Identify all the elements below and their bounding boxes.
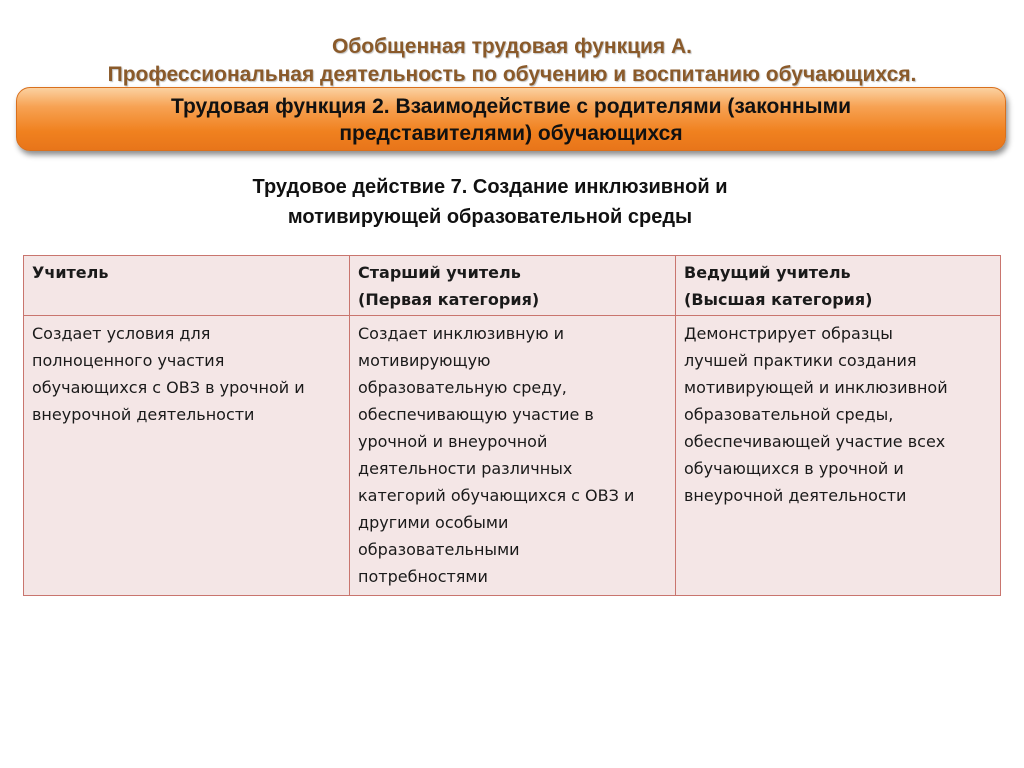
cell-line: другими особыми bbox=[358, 513, 509, 532]
header-cell-teacher bbox=[24, 256, 350, 316]
header-line: Учитель bbox=[32, 263, 109, 282]
cell-lead-teacher-description bbox=[676, 316, 1001, 596]
cell-line: категорий обучающихся с ОВЗ и bbox=[358, 486, 635, 505]
table-row bbox=[24, 316, 1001, 596]
table-header-row bbox=[24, 256, 1001, 316]
subtitle-line: Трудовое действие 7. Создание инклюзивной и bbox=[252, 176, 728, 198]
cell-line: деятельности различных bbox=[358, 459, 573, 478]
cell-line: полноценного участия bbox=[32, 351, 225, 370]
cell-line: лучшей практики создания bbox=[684, 351, 917, 370]
cell-line: обучающихся в урочной и bbox=[684, 459, 904, 478]
header-line: (Высшая категория) bbox=[684, 290, 873, 309]
banner-line: Трудовая функция 2. Взаимодействие с родителями (законными bbox=[170, 95, 852, 118]
cell-line: образовательными bbox=[358, 540, 520, 559]
labor-function-banner bbox=[16, 87, 1006, 151]
header-cell-lead-teacher bbox=[676, 256, 1001, 316]
cell-senior-teacher-description bbox=[350, 316, 676, 596]
header-line: Ведущий учитель bbox=[684, 263, 851, 282]
banner-text bbox=[17, 93, 1005, 147]
cell-line: образовательную среду, bbox=[358, 378, 567, 397]
cell-line: Создает условия для bbox=[32, 324, 211, 343]
cell-line: Создает инклюзивную и bbox=[358, 324, 565, 343]
cell-line: потребностями bbox=[358, 567, 488, 586]
labor-action-subtitle bbox=[140, 172, 840, 232]
cell-line: урочной и внеурочной bbox=[358, 432, 548, 451]
cell-line: внеурочной деятельности bbox=[32, 405, 255, 424]
cell-teacher-description bbox=[24, 316, 350, 596]
header-line: (Первая категория) bbox=[358, 290, 540, 309]
subtitle-line: мотивирующей образовательной среды bbox=[287, 206, 693, 228]
cell-line: обеспечивающую участие в bbox=[358, 405, 594, 424]
cell-line: внеурочной деятельности bbox=[684, 486, 907, 505]
cell-line: образовательной среды, bbox=[684, 405, 894, 424]
header-line: Старший учитель bbox=[358, 263, 521, 282]
professional-activity-title: Профессиональная деятельность по обучению и воспитанию обучающихся. bbox=[107, 63, 917, 86]
cell-line: мотивирующую bbox=[358, 351, 491, 370]
cell-line: обеспечивающей участие всех bbox=[684, 432, 946, 451]
banner-line: представителями) обучающихся bbox=[339, 122, 683, 145]
cell-line: мотивирующей и инклюзивной bbox=[684, 378, 948, 397]
cell-line: Демонстрирует образцы bbox=[684, 324, 893, 343]
generalized-function-title: Обобщенная трудовая функция А. bbox=[331, 35, 693, 58]
header-cell-senior-teacher bbox=[350, 256, 676, 316]
cell-line: обучающихся с ОВЗ в урочной и bbox=[32, 378, 305, 397]
competency-table bbox=[23, 255, 1001, 596]
